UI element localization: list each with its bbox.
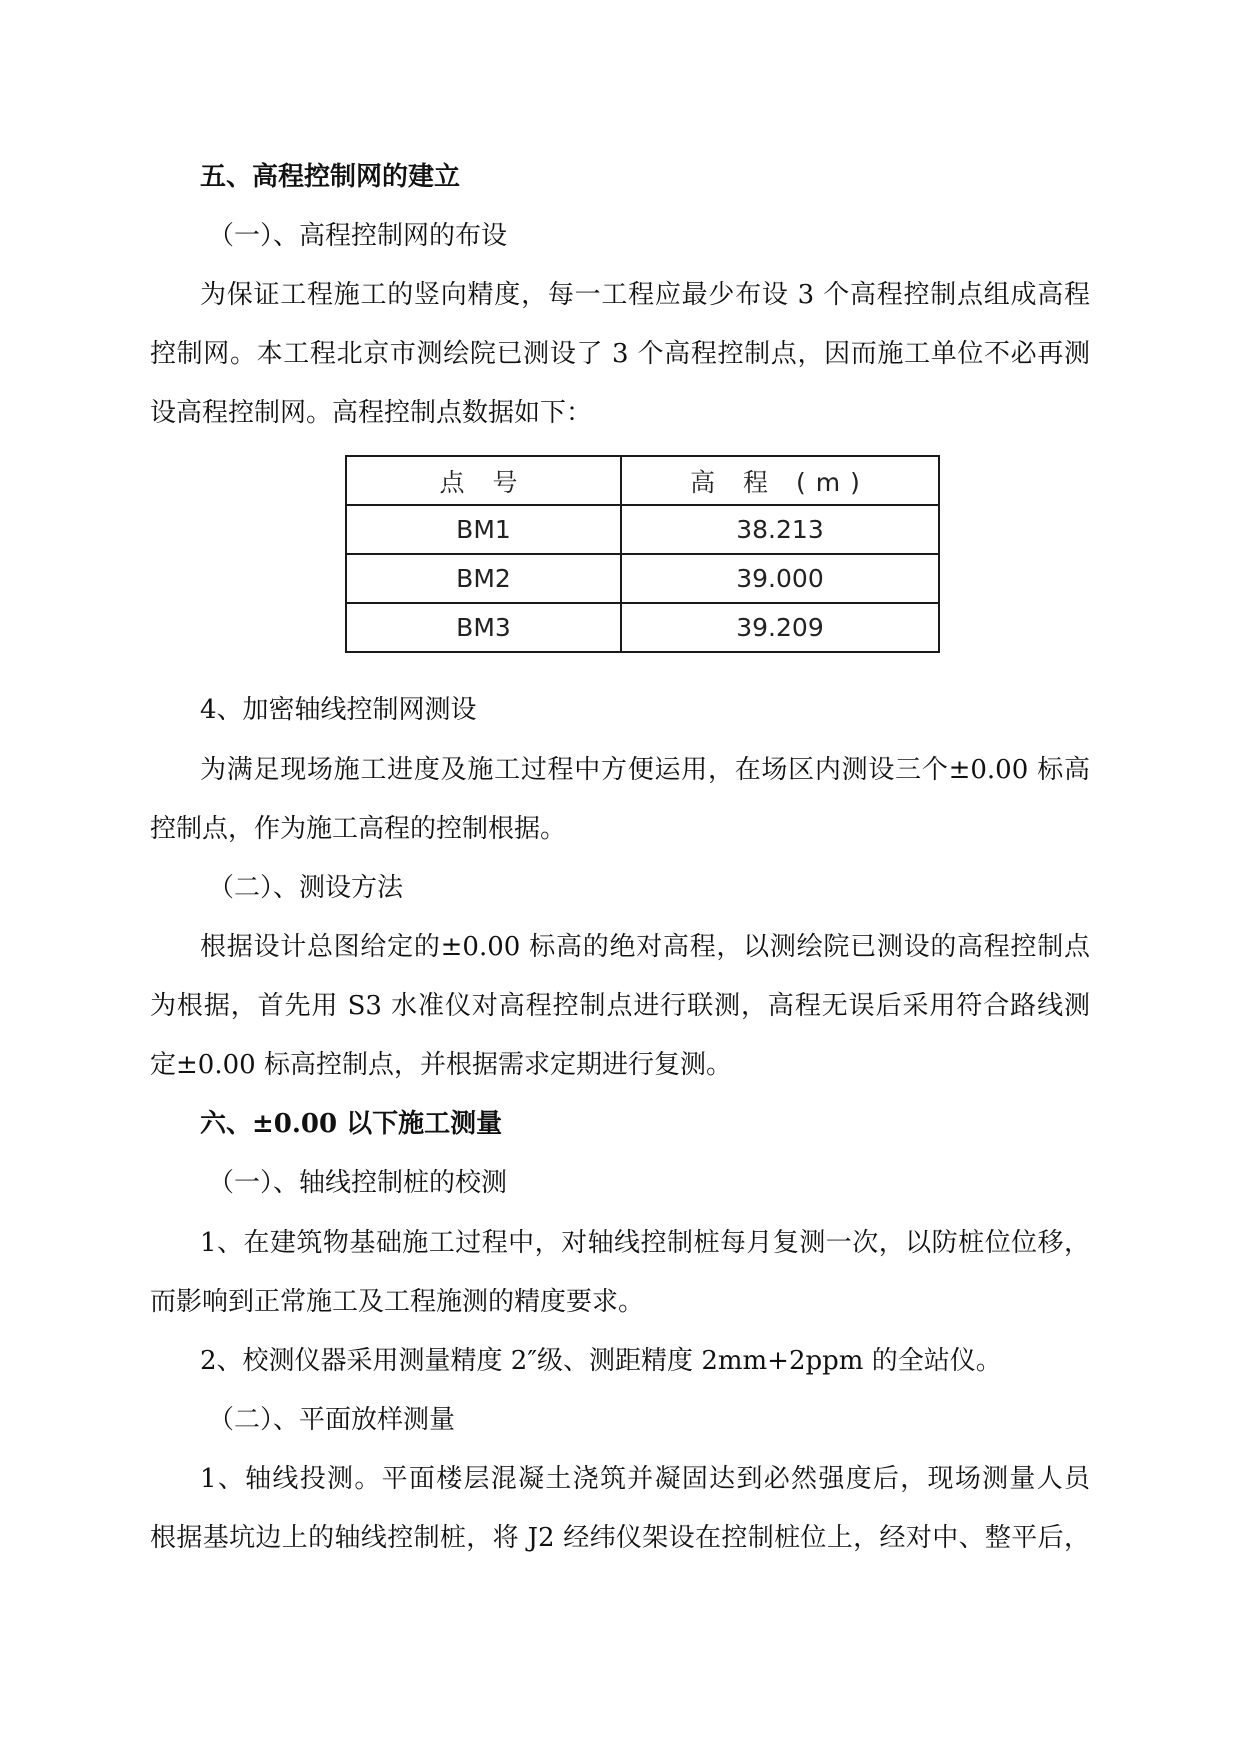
elevation-table bbox=[345, 455, 940, 653]
paragraph-line: 根据基坑边上的轴线控制桩，将 J2 经纬仪架设在控制桩位上，经对中、整平后， bbox=[150, 1523, 1090, 1553]
subsection-2-heading: （二）、测设方法 bbox=[208, 873, 404, 903]
table-header-row bbox=[346, 456, 939, 505]
table-row bbox=[346, 554, 939, 603]
paragraph-line: 控制点，作为施工高程的控制根据。 bbox=[150, 814, 567, 844]
cell-elevation: 38.213 bbox=[621, 505, 939, 554]
section-5-heading: 五、高程控制网的建立 bbox=[200, 162, 461, 192]
cell-elevation: 39.000 bbox=[621, 554, 939, 603]
paragraph-line: 控制网。本工程北京市测绘院已测设了 3 个高程控制点，因而施工单位不必再测 bbox=[150, 339, 1090, 369]
paragraph-line: 为保证工程施工的竖向精度，每一工程应最少布设 3 个高程控制点组成高程 bbox=[200, 280, 1090, 310]
paragraph-line: 设高程控制网。高程控制点数据如下： bbox=[150, 398, 593, 428]
paragraph-line: 为满足现场施工进度及施工过程中方便运用，在场区内测设三个±0.00 标高 bbox=[200, 755, 1090, 785]
section-6-heading: 六、±0.00 以下施工测量 bbox=[200, 1109, 503, 1139]
table-row bbox=[346, 505, 939, 554]
paragraph-line: 1、在建筑物基础施工过程中，对轴线控制桩每月复测一次，以防桩位位移， bbox=[200, 1228, 1090, 1258]
cell-point: BM2 bbox=[346, 554, 621, 603]
subsection-1-heading: （一）、高程控制网的布设 bbox=[208, 221, 508, 251]
column-header-elevation: 高 程 (m) bbox=[621, 456, 939, 505]
cell-point: BM1 bbox=[346, 505, 621, 554]
paragraph-line: 1、轴线投测。平面楼层混凝土浇筑并凝固达到必然强度后，现场测量人员 bbox=[200, 1464, 1090, 1494]
subsection-2-heading: （二）、平面放样测量 bbox=[208, 1405, 456, 1435]
paragraph-line: 定±0.00 标高控制点，并根据需求定期进行复测。 bbox=[150, 1050, 732, 1080]
subsection-1-heading: （一）、轴线控制桩的校测 bbox=[208, 1168, 508, 1198]
cell-point: BM3 bbox=[346, 603, 621, 652]
table-row bbox=[346, 603, 939, 652]
paragraph-line: 根据设计总图给定的±0.00 标高的绝对高程，以测绘院已测设的高程控制点 bbox=[200, 932, 1090, 962]
cell-elevation: 39.209 bbox=[621, 603, 939, 652]
item-4-heading: 4、加密轴线控制网测设 bbox=[200, 695, 477, 725]
paragraph-line: 2、校测仪器采用测量精度 2″级、测距精度 2mm+2ppm 的全站仪。 bbox=[200, 1346, 1002, 1376]
column-header-point: 点 号 bbox=[346, 456, 621, 505]
paragraph-line: 为根据，首先用 S3 水准仪对高程控制点进行联测，高程无误后采用符合路线测 bbox=[150, 991, 1090, 1021]
paragraph-line: 而影响到正常施工及工程施测的精度要求。 bbox=[150, 1287, 645, 1317]
